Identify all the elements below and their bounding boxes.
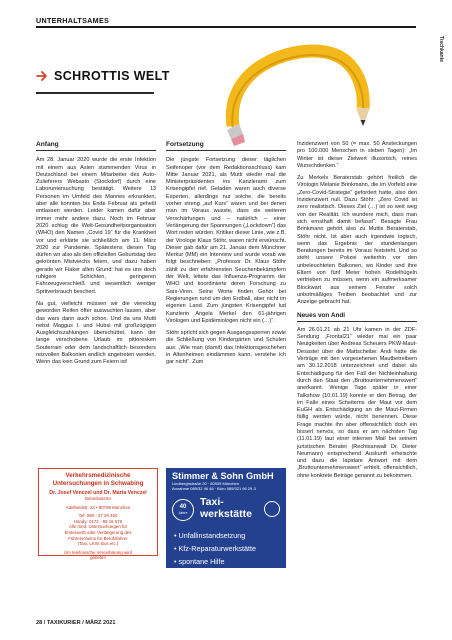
article-title: SCHROTTIS WELT: [54, 69, 170, 83]
heading-rule: [36, 92, 154, 94]
ad-taxi-headline: [200, 497, 252, 520]
paragraph: Die jüngste Fortsetzung dieser täglichen Seifenoper (vor dem Redaktionsschluss) kam Mitte Januar 2021, als Mutti wieder mal die Ministerpräsidenten ins Kanzleramt zum Krisengipfel rief. Geladen waren auch diverse Experten, allerdings nur solche, die bereits vorher streng „auf Kurs“ waren und bei denen man im Voraus wusste, dass sie weiteren Verschärfungen und – natürlich – einer Verlängerung der Spannungen („Lockdown“) das Wort reden würden. Kritiker dieser Linie, wie z.B. der Virologe Klaus Stöhr, waren nicht erwünscht. Dieser gab dafür am 21. Januar dem Münchner Merkur (MM) ein Interview und wurde vorab wie folgt beschrieben: „Professor Dr. Klaus Stöhr zählt zu den erfahrensten Seuchenbekämpfern der Welt, leitete das Influenza-Programm der WHO und koordinierte deren Forschung zu Sars-Viren. Seine Worte finden Gehör bei Regierungen rund um den Erdball, aber nicht im eigenen Land. Zum jüngsten Krisengipfel lud Kanzlerin Angela Merkel den 61-jährigen Virologen und Epidemiologen nicht ein (…)“.: [166, 157, 286, 324]
ad-taxi-services: [174, 529, 256, 568]
ad-taxi-headline-2: werkstätte: [200, 507, 252, 520]
ad-medical-doctors: Dr. Josef Venczel und Dr. Marta Venczel: [49, 490, 147, 496]
service-item: • Unfallinstandsetzung: [174, 531, 246, 540]
ad-medical-address: Adelheidstr. 23 • 80798 München: [65, 504, 131, 510]
column-heading-anfang: Anfang: [36, 141, 156, 151]
ad-medical-info: Ersterwerb oder Verlängerung des: [64, 529, 132, 535]
column-2: [166, 141, 286, 372]
ad-medical-info: Alle med. Untersuchungen für: [68, 524, 128, 530]
column-3: [297, 141, 417, 485]
ad-medical-specialty: Betriebsärzte: [85, 496, 111, 501]
column-1: [36, 141, 156, 372]
anniversary-badge: [172, 499, 194, 521]
subheading-neues-von-andi: Neues von Andi: [297, 312, 417, 322]
column-heading-fortsetzung: Fortsetzung: [166, 141, 286, 151]
arrow-right-icon: [36, 70, 48, 82]
ad-taxi-address: Annahme 089/32 46 48 · Büro 089/321 96 29-3: [172, 486, 256, 491]
paragraph: Am 28. Januar 2020 wurde die erste Infektion mit einem aus Asien stammenden Virus in Deutschland bei einem Mitarbeiter des Auto-Zulieferers Webasto (Stockdorf) durch eine Laboruntersuchung bestätigt. Weitere 13 Personen im Umfeld des Mannes erkrankten, aber alle konnten bis Ende Februar als geheilt entlassen werden. Leider kamen dafür aber immer mehr andere dazu. Noch im Februar 2020 schlug die Welt-Gesundheitsorganisation (WHO) den Namen „Covid 19“ für die Krankheit vor und erklärte sie schließlich am 11. März 2020 zur Pandemie. Spätestens diesen Tag dürfen wir also als den offiziellen Geburtstag des gekrönten Mistviechs feiern, und dazu haben gerade wir Fiaker allen Grund: hat es uns doch ruhigere Schichten, geringeren Fahrzeugverschleiß und wesentlich weniger Spritverbrauch beschert.: [36, 157, 156, 295]
paragraph: Stöhr spricht sich gegen Ausgangssperren sowie die Schließung von Kindergärten und Schulen aus: „Wie man (damit) das Infektionsgeschehen in Altenheimen eindämmen kann, verstehe ich gar nicht“. Zum: [166, 330, 286, 366]
paragraph: Na gut, vielleicht müssen wir die viereckig geworden Reifen öfter auswuchten lassen, aber das wars dann auch schon. Und da uns Mutti nebst Maggus I. und Hubsi mit großzügigen Ausgleichszahlungen überschüttet, kann der lange verschobene Urlaub im pittoresken Souterrain oder dem landschaftlich besonders reizvollen Balkonien endlich angetreten werden. Wenn das kein Grund zum Feiern ist!: [36, 300, 156, 366]
ad-taxi-company: Stimmer & Sohn GmbH: [172, 471, 274, 481]
ad-medical-mobile: Handy: 0172 - 89 16 575: [73, 518, 123, 524]
ad-medical-title-2: Untersuchungen in Schwabing: [52, 479, 144, 487]
top-rule: [36, 26, 416, 28]
section-label: UNTERHALTSAMES: [36, 16, 110, 25]
badge-number: 40: [179, 504, 187, 510]
article-heading: [36, 68, 170, 84]
ad-taxi-address: Lindberghstraße 20 · 80939 München: [172, 481, 239, 486]
ad-medical-note: gebeten: [90, 555, 106, 561]
ad-taxi-headline-1: Taxi-: [200, 496, 224, 508]
ad-medical-phone: Tel: 089 - 27 29 460: [78, 513, 118, 519]
paragraph: Inzidenzwert von 50 (= max. 50 Ansteckungen pro 100.000 Menschen in sieben Tagen): „Im Winter ist dieser Zielwert illusorisch, reines Wunschdenken.“: [297, 141, 417, 169]
ad-medical-note: Um telefonische Vereinbarung wird: [63, 549, 133, 555]
service-item: • spontane Hilfe: [174, 557, 225, 566]
ad-taxi-workshop: [166, 468, 286, 568]
side-tab: [436, 36, 444, 64]
service-item: • Kfz-Reparaturwerkstätte: [174, 544, 257, 553]
paragraph: Am 26.01.21 ab 21 Uhr kamen in der ZDF-Sendung „Frontal21“ wieder mal ein paar Neuigkeiten über Andreas Scheuers PKW-Maut-Desaster über die Mattscheibe: Andi hatte die Verträge mit den vorgesehenen Mautbetreibern am 30.12.2018 unterzeichnet und dabei als Entschädigung für den Fall der Nichteinhaltung durch den Staat den „Bruttounternehmenswert“ anerkannt. Wenige Tage später in einer Talkshow (10.01.19) konnte er den Betrag, der im Falle eines Scheiterns der Maut vor dem EuGH als Entschädigung an die Maut-Firmen fällig werden würde, nicht benennen. Diese Frage machte ihn aber offensichtlich doch ein bisserl nervös, so dass er am nächsten Tag (11.01.19) laut einer internen Mail bei seinem juristischen Berater (Rechtsanwalt Dr. Dieter Neumann) entsprechend Auskunft erheischte und dazu die lapidare Antwort mit dem „Bruttounternehmenswert“ erhielt, offensichtlich, ohne konkrete Beträge genannt zu bekommen.: [297, 326, 417, 479]
emblem-icon: [264, 501, 280, 517]
ad-medical-info: (Taxi, LKW, Bus etc.): [77, 541, 119, 547]
ad-medical-info: Führerscheins für Berufsfahrer: [68, 535, 128, 541]
broken-pencil-illustration: [185, 38, 400, 158]
ad-medical: [38, 468, 158, 561]
paragraph: Zu Merkels Beraterstab gehört freilich die Virologin Melanie Brinkmann, die im Vorfeld eine „Zero-Covid-Strategie“ gefordert hatte, also den Inzidenzwert null. Dazu Stöhr: „Zero Covid ist zero realistisch. Dieses Ziel (…) ist so weit weg von der Realität. Ich wundere mich, dass man sich ernsthaft damit befasst“. Besagte Frau Brinkmann gehört also zu Muttis Beraterstab, Stöhr nicht. Ist aber auch irgendwie logisch, wenn das Ergebnis der stundenlangen Beratungen bereits im Voraus feststeht. Und so steht unsere Polizei weiterhin vor den unbeleuchteten Balkonen, wo Kinder und ihre Eltern von fünf Meter hohen Rodelhügeln vertrieben zu müssen, wenn ein aufmerksamer Blockwart aus seinem Fenster solch unbotmäßiges Treiben beobachtet und zur Anzeige gebracht hat.: [297, 175, 417, 306]
ad-medical-title-1: Verkehrsmedizinische: [65, 472, 131, 479]
page-footer: 28 / TAXIKURIER / MÄRZ 2021: [36, 620, 116, 626]
side-tab-label: Tischkante: [438, 36, 444, 63]
badge-text: Jahre: [178, 511, 188, 515]
